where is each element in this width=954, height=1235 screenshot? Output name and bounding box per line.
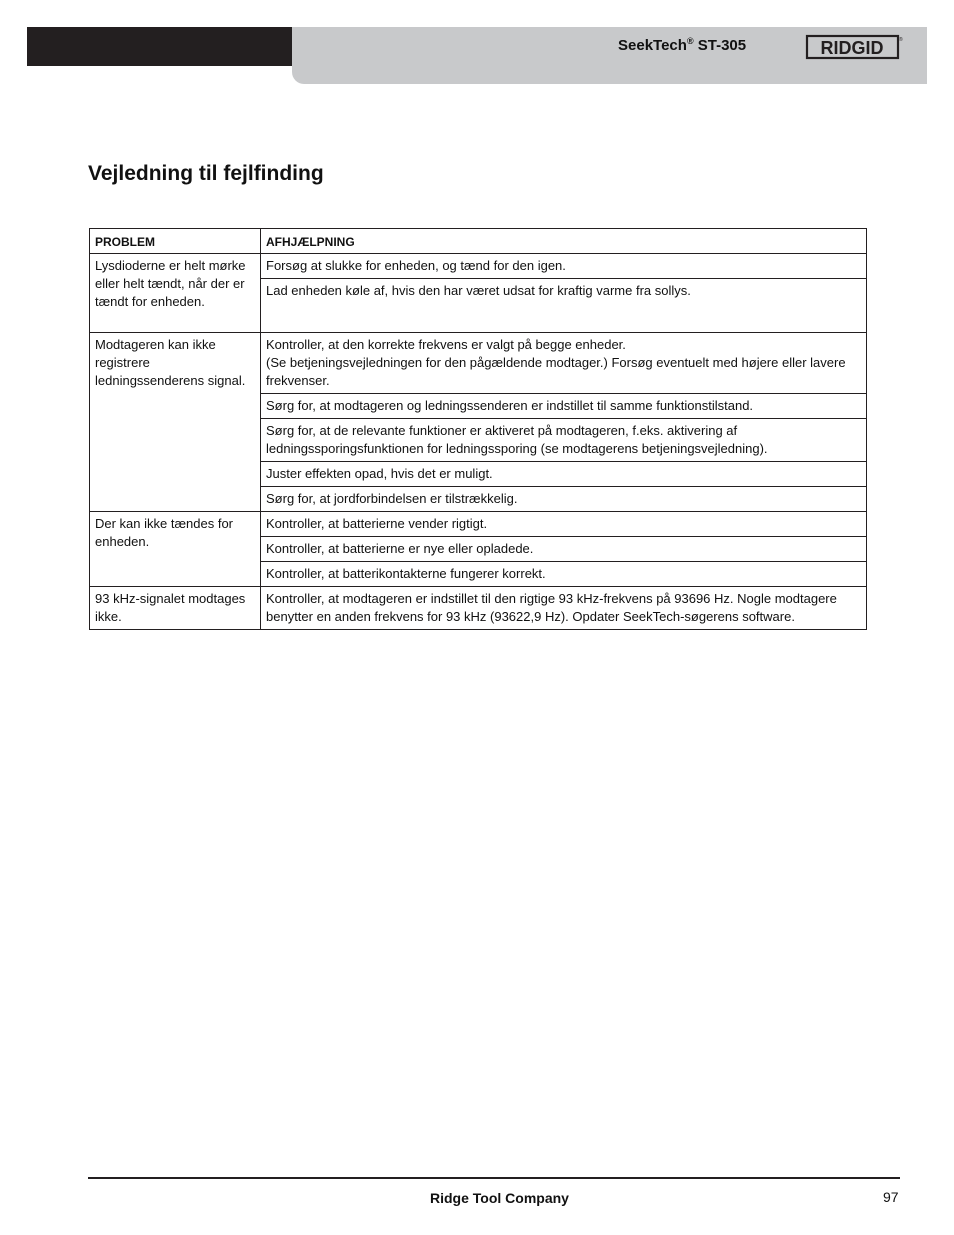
table-row — [90, 333, 867, 394]
product-model: ST-305 — [693, 37, 747, 54]
remedy-cell: Sørg for, at modtageren og ledningssenderen er indstillet til samme funktionstilstand. — [261, 394, 867, 419]
footer-rule — [88, 1177, 900, 1179]
product-title — [618, 36, 746, 54]
logo-text: RIDGID — [820, 38, 884, 58]
remedy-cell: Sørg for, at jordforbindelsen er tilstrækkelig. — [261, 487, 867, 512]
remedy-cell: Kontroller, at batterikontakterne fungerer korrekt. — [261, 562, 867, 587]
problem-cell: Der kan ikke tændes for enheden. — [90, 512, 261, 587]
ridgid-logo — [806, 33, 902, 61]
remedy-line: (Se betjeningsvejledningen for den pågældende modtager.) Forsøg eventuelt med højere eller lavere frekvenser. — [266, 355, 846, 388]
remedy-cell: Kontroller, at batterierne vender rigtigt. — [261, 512, 867, 537]
logo-registered-mark: ® — [899, 37, 903, 43]
column-header-remedy: AFHJÆLPNING — [261, 229, 867, 254]
table-header-row — [90, 229, 867, 254]
remedy-cell: Forsøg at slukke for enheden, og tænd for den igen. — [261, 254, 867, 279]
remedy-cell: Sørg for, at de relevante funktioner er aktiveret på modtageren, f.eks. aktivering af ledningssporingsfunktionen for ledningssporing (se modtagerens betjeningsvejledning). — [261, 419, 867, 462]
header-dark-band — [27, 27, 292, 66]
remedy-cell: Juster effekten opad, hvis det er muligt. — [261, 462, 867, 487]
page-number: 97 — [883, 1189, 899, 1205]
header-grey-tab — [292, 66, 927, 84]
problem-cell: Lysdioderne er helt mørke eller helt tændt, når der er tændt for enheden. — [90, 254, 261, 333]
remedy-cell: Kontroller, at batterierne er nye eller opladede. — [261, 537, 867, 562]
page-title: Vejledning til fejlfinding — [88, 162, 324, 185]
registered-mark: ® — [686, 36, 694, 46]
remedy-cell: Kontroller, at modtageren er indstillet til den rigtige 93 kHz-frekvens på 93696 Hz. Nogle modtagere benytter en anden frekvens for 93 kHz (93622,9 Hz). Opdater SeekTech-søgerens software. — [261, 587, 867, 630]
table-row — [90, 512, 867, 537]
product-name: SeekTech — [618, 37, 687, 54]
remedy-cell: Lad enheden køle af, hvis den har været udsat for kraftig varme fra sollys. — [261, 279, 867, 333]
problem-cell: 93 kHz-signalet modtages ikke. — [90, 587, 261, 630]
problem-cell: Modtageren kan ikke registrere ledningssenderens signal. — [90, 333, 261, 512]
remedy-line: Kontroller, at den korrekte frekvens er valgt på begge enheder. — [266, 337, 626, 352]
remedy-cell — [261, 333, 867, 394]
column-header-problem: PROBLEM — [90, 229, 261, 254]
troubleshooting-table — [89, 228, 867, 630]
table-row — [90, 254, 867, 279]
table-row — [90, 587, 867, 630]
footer-company: Ridge Tool Company — [430, 1190, 569, 1206]
